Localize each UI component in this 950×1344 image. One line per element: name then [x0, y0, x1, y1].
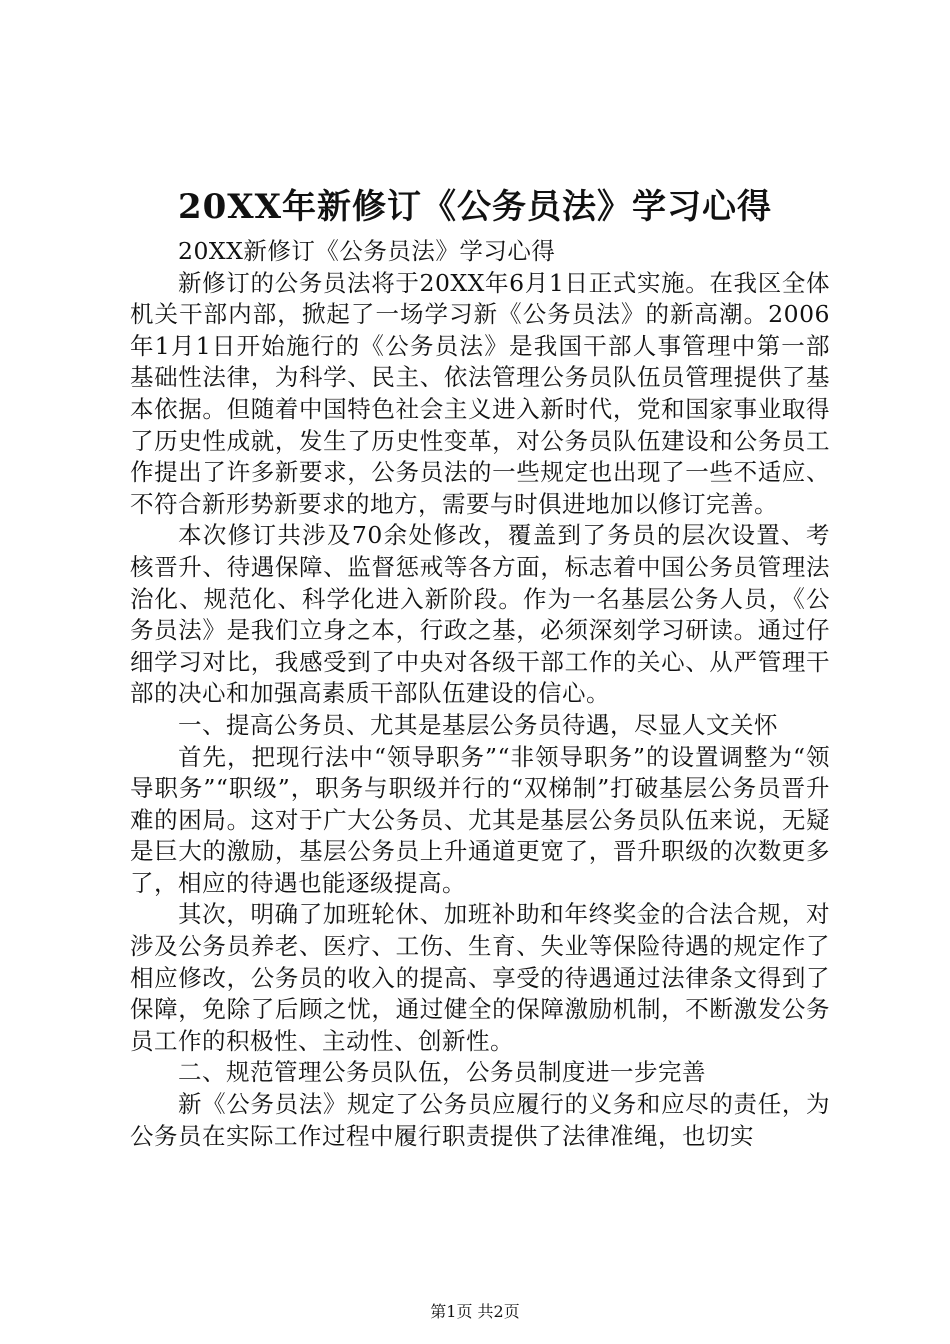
paragraph-subtitle: 20XX新修订《公务员法》学习心得 — [178, 237, 556, 265]
section-heading: 一、提高公务员、尤其是基层公务员待遇，尽显人文关怀 — [178, 710, 778, 739]
paragraph: 新修订的公务员法将于20XX年6月1日正式实施。在我区全体机关干部内部，掀起了一场学习新《公务员法》的新高潮。2006年1月1日开始施行的《公务员法》是我国干部人事管理中第一部基础性法律，为科学、民主、依法管理公务员队伍员管理提供了基本依据。但随着中国特色社会主义进入新时代，党和国家事业取得了历史性成就，发生了历史性变革，对公务员队伍建设和公务员工作提出了许多新要求，公务员法的一些规定也出现了一些不适应、不符合新形势新要求的地方，需要与时俱进地加以修订完善。 — [130, 268, 830, 518]
paragraph: 首先，把现行法中“领导职务”“非领导职务”的设置调整为“领导职务”“职级”，职务与职级并行的“双梯制”打破基层公务员晋升难的困局。这对于广大公务员、尤其是基层公务员队伍来说，无疑是巨大的激励，基层公务员上升通道更宽了，晋升职级的次数更多了，相应的待遇也能逐级提高。 — [130, 742, 830, 897]
paragraph: 本次修订共涉及70余处修改，覆盖到了务员的层次设置、考核晋升、待遇保障、监督惩戒等各方面，标志着中国公务员管理法治化、规范化、科学化进入新阶段。作为一名基层公务人员，《公务员法》是我们立身之本，行政之基，必须深刻学习研读。通过仔细学习对比，我感受到了中央对各级干部工作的关心、从严管理干部的决心和加强高素质干部队伍建设的信心。 — [130, 521, 830, 708]
paragraph: 其次，明确了加班轮休、加班补助和年终奖金的合法合规，对涉及公务员养老、医疗、工伤、生育、失业等保险待遇的规定作了相应修改，公务员的收入的提高、享受的待遇通过法律条文得到了保障，免除了后顾之忧，通过健全的保障激励机制，不断激发公务员工作的积极性、主动性、创新性。 — [130, 900, 830, 1055]
document-title: 20XX年新修订《公务员法》学习心得 — [177, 187, 773, 227]
page-footer: 第1页 共2页 — [430, 1302, 520, 1321]
section-heading: 二、规范管理公务员队伍，公务员制度进一步完善 — [178, 1058, 706, 1087]
document-body — [130, 236, 830, 1152]
paragraph: 新《公务员法》规定了公务员应履行的义务和应尽的责任，为公务员在实际工作过程中履行职责提供了法律准绳，也切实 — [130, 1090, 830, 1150]
